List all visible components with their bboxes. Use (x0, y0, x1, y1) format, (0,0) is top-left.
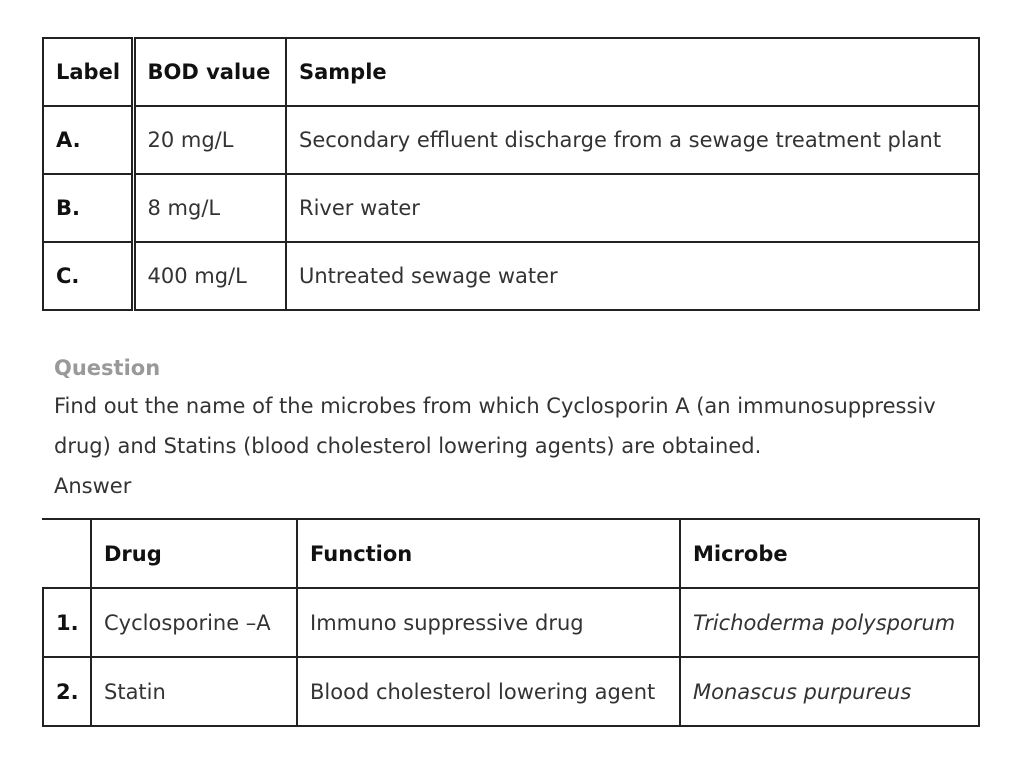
answer-label: Answer (54, 474, 132, 498)
question-heading: Question (54, 356, 161, 380)
row-number: 1. (43, 588, 91, 657)
row-label: A. (43, 106, 133, 174)
table-row (43, 174, 979, 242)
question-line-1: Find out the name of the microbes from which Cyclosporin A (an immunosuppressiv (54, 394, 936, 418)
question-block (54, 352, 994, 506)
header-sample: Sample (286, 38, 979, 106)
bod-table (42, 37, 980, 311)
table-header-row (43, 519, 979, 588)
header-function: Function (297, 519, 680, 588)
header-number (43, 519, 91, 588)
bod-value: 20 mg/L (133, 106, 286, 174)
header-bod-value: BOD value (133, 38, 286, 106)
bod-value: 400 mg/L (133, 242, 286, 310)
drug-function: Immuno suppressive drug (297, 588, 680, 657)
row-number: 2. (43, 657, 91, 726)
microbe-name: Monascus purpureus (680, 657, 979, 726)
table-row (43, 588, 979, 657)
drug-table (42, 518, 980, 727)
question-line-2: drug) and Statins (blood cholesterol lowering agents) are obtained. (54, 434, 762, 458)
table-row (43, 242, 979, 310)
header-label: Label (43, 38, 133, 106)
table-row (43, 106, 979, 174)
question-text (54, 386, 994, 466)
bod-value: 8 mg/L (133, 174, 286, 242)
table-header-row (43, 38, 979, 106)
header-microbe: Microbe (680, 519, 979, 588)
table-row (43, 657, 979, 726)
drug-name: Cyclosporine –A (91, 588, 297, 657)
sample-name: Untreated sewage water (286, 242, 979, 310)
row-label: C. (43, 242, 133, 310)
row-label: B. (43, 174, 133, 242)
drug-function: Blood cholesterol lowering agent (297, 657, 680, 726)
drug-name: Statin (91, 657, 297, 726)
header-drug: Drug (91, 519, 297, 588)
sample-name: Secondary effluent discharge from a sewage treatment plant (286, 106, 979, 174)
sample-name: River water (286, 174, 979, 242)
microbe-name: Trichoderma polysporum (680, 588, 979, 657)
